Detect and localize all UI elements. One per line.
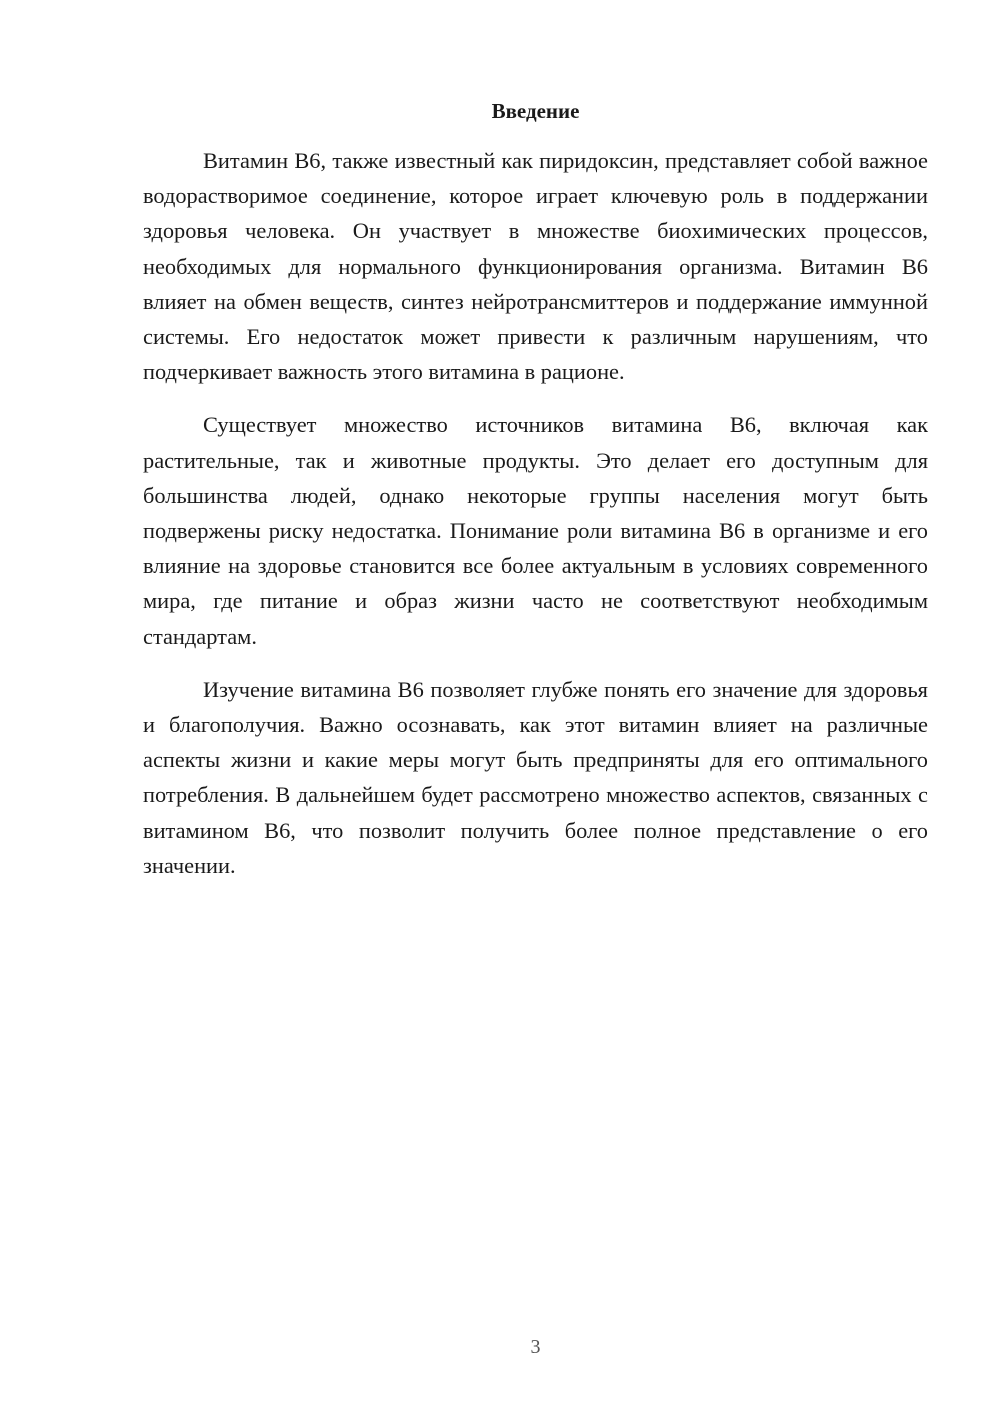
paragraph-study: Изучение витамина В6 позволяет глубже понять его значение для здоровья и благополучия. Важно осознавать, как этот витамин влияет на различные аспекты жизни и какие меры могут быть предприняты для его оптимального потребления. В дальнейшем будет рассмотрено множество аспектов, связанных с витамином В6, что позволит получить более полное представление о его значении. — [143, 676, 928, 878]
body-text — [143, 143, 928, 901]
paragraph-intro: Витамин В6, также известный как пиридоксин, представляет собой важное водорастворимое соединение, которое играет ключевую роль в поддержании здоровья человека. Он участвует в множестве биохимических процессов, необходимых для нормального функционирования организма. Витамин В6 влияет на обмен веществ, синтез нейротрансмиттеров и поддержание иммунной системы. Его недостаток может привести к различным нарушениям, что подчеркивает важность этого витамина в рационе. — [143, 148, 928, 385]
section-title: Введение — [491, 99, 580, 123]
paragraph-sources: Существует множество источников витамина В6, включая как растительные, так и животные продукты. Это делает его доступным для большинства людей, однако некоторые группы населения могут быть подвержены риску недостатка. Понимание роли витамина В6 в организме и его влияние на здоровье становится все более актуальным в условиях современного мира, где питание и образ жизни часто не соответствуют необходимым стандартам. — [143, 412, 928, 649]
page-number: 3 — [530, 1336, 541, 1358]
